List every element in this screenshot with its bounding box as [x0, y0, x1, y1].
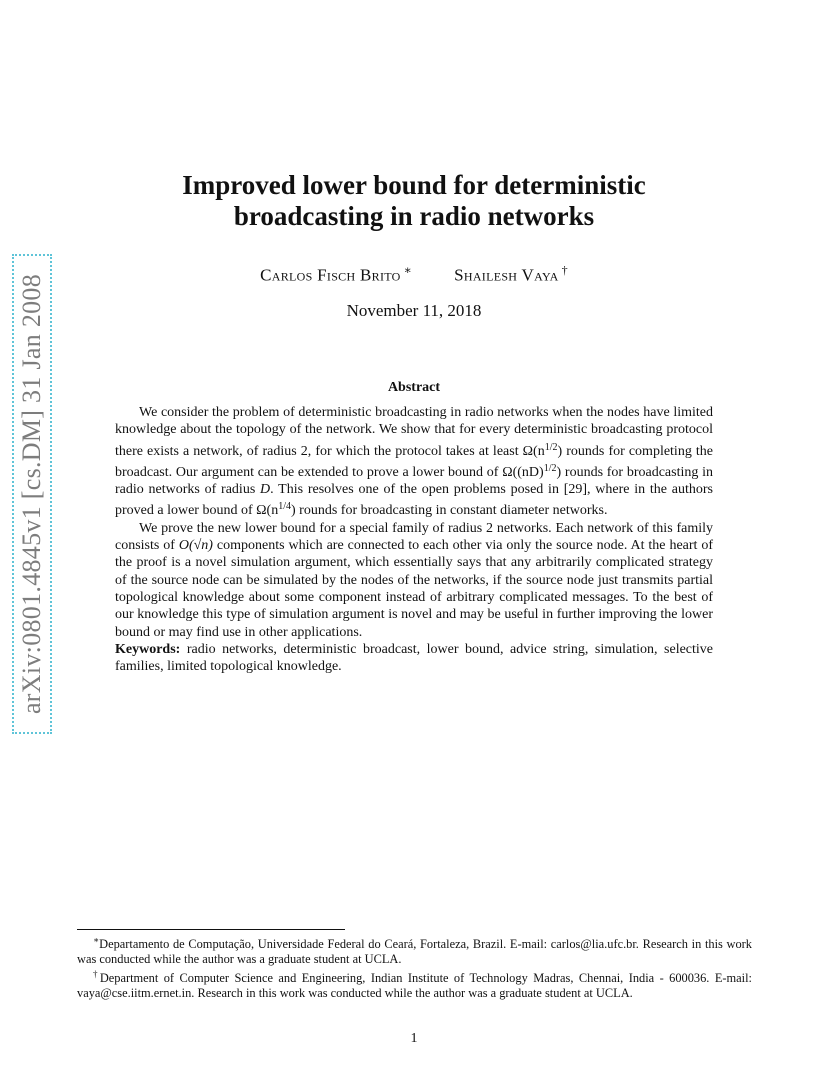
- author-footnote-mark: ∗: [403, 263, 413, 277]
- math-exponent: 1/2: [544, 441, 558, 453]
- math-exponent: 1/4: [278, 501, 291, 513]
- abstract-paragraph-1: [115, 404, 713, 520]
- paper-date: November 11, 2018: [346, 301, 482, 320]
- author-name: Shailesh Vaya: [454, 265, 559, 285]
- math-base: Ω(n: [522, 443, 545, 459]
- abstract-text: We prove the new lower bound for a special family of radius 2 networks. Each network of this family consists of: [115, 520, 713, 554]
- abstract-text: rounds for broadcasting in radio networks of radius: [115, 464, 713, 498]
- math-omega-n-quarter: [256, 503, 296, 518]
- abstract-body: [115, 404, 713, 675]
- footnote-mark: ∗: [93, 935, 100, 945]
- math-omega-n-half: [522, 441, 563, 459]
- keywords-text: radio networks, deterministic broadcast, lower bound, advice string, simulation, selective families, limited topological knowledge.: [115, 641, 713, 675]
- footnote-1: [77, 933, 752, 967]
- math-base: Ω(n: [256, 503, 279, 519]
- math-base: Ω((nD): [502, 464, 544, 480]
- abstract-paragraph-2: [115, 520, 713, 641]
- math-paren: ): [291, 503, 296, 519]
- author-list: [0, 263, 828, 286]
- abstract-text: . This resolves one of the open problems posed in [29], where in the authors proved a lower bound of: [115, 482, 714, 519]
- abstract-heading: Abstract: [387, 380, 441, 395]
- footnote-mark: †: [93, 968, 100, 979]
- abstract-text: rounds for completing the broadcast. Our argument can be extended to prove a lower bound of: [115, 443, 713, 480]
- footnote-rule: [77, 929, 345, 930]
- author-footnote-mark: †: [561, 263, 568, 277]
- math-o-sqrt-n: O(√n): [178, 538, 213, 554]
- author-name: Carlos Fisch Brito: [260, 265, 401, 285]
- footnote-text: Department of Computer Science and Engineering, Indian Institute of Technology Madras, Chennai, India - 600036. E-mail: vaya@cse.iitm.ernet.in. Research in this work was conducted while the author was a graduate student at UCLA.: [77, 970, 752, 1000]
- keywords-label: Keywords:: [115, 641, 181, 657]
- footnotes: [77, 933, 752, 1000]
- page-number: 1: [410, 1031, 418, 1046]
- math-exponent: 1/2: [543, 462, 557, 474]
- keywords-paragraph: [115, 641, 713, 676]
- math-radius-variable: D: [260, 482, 271, 498]
- math-omega-nD-half: [502, 462, 562, 480]
- footnote-2: [77, 967, 752, 1001]
- math-paren: ): [557, 443, 563, 459]
- abstract-text: rounds for broadcasting in constant diameter networks.: [295, 503, 608, 519]
- math-paren: ): [556, 464, 562, 480]
- arxiv-stamp: arXiv:0801.4845v1 [cs.DM] 31 Jan 2008: [17, 273, 46, 715]
- abstract-text: We consider the problem of deterministic broadcasting in radio networks when the nodes have limited knowledge about the topology of the network. We show that for every deterministic broadcasting protocol there exists a network, of radius 2, for which the protocol takes at least: [115, 405, 713, 459]
- paper-title: [0, 170, 828, 232]
- abstract-text: components which are connected to each other via only the source node. At the heart of the proof is a novel simulation argument, which essentially says that any arbitrarily complicated strategy of the source node can be simulated by the nodes of the networks, if the source node just transmits partial topological knowledge about some component instead of arbitrary complicated messages. To the best of our knowledge this type of simulation argument is novel and may be useful in further improving the lower bound or may find use in other applications.: [115, 538, 713, 640]
- title-line-1: Improved lower bound for deterministic: [182, 170, 646, 200]
- author-2: [454, 263, 568, 286]
- author-1: [260, 263, 412, 286]
- title-line-2: broadcasting in radio networks: [233, 201, 595, 231]
- footnote-text: Departamento de Computação, Universidade Federal do Ceará, Fortaleza, Brazil. E-mail: carlos@lia.ufc.br. Research in this work was conducted while the author was a graduate student at UCLA.: [77, 937, 752, 966]
